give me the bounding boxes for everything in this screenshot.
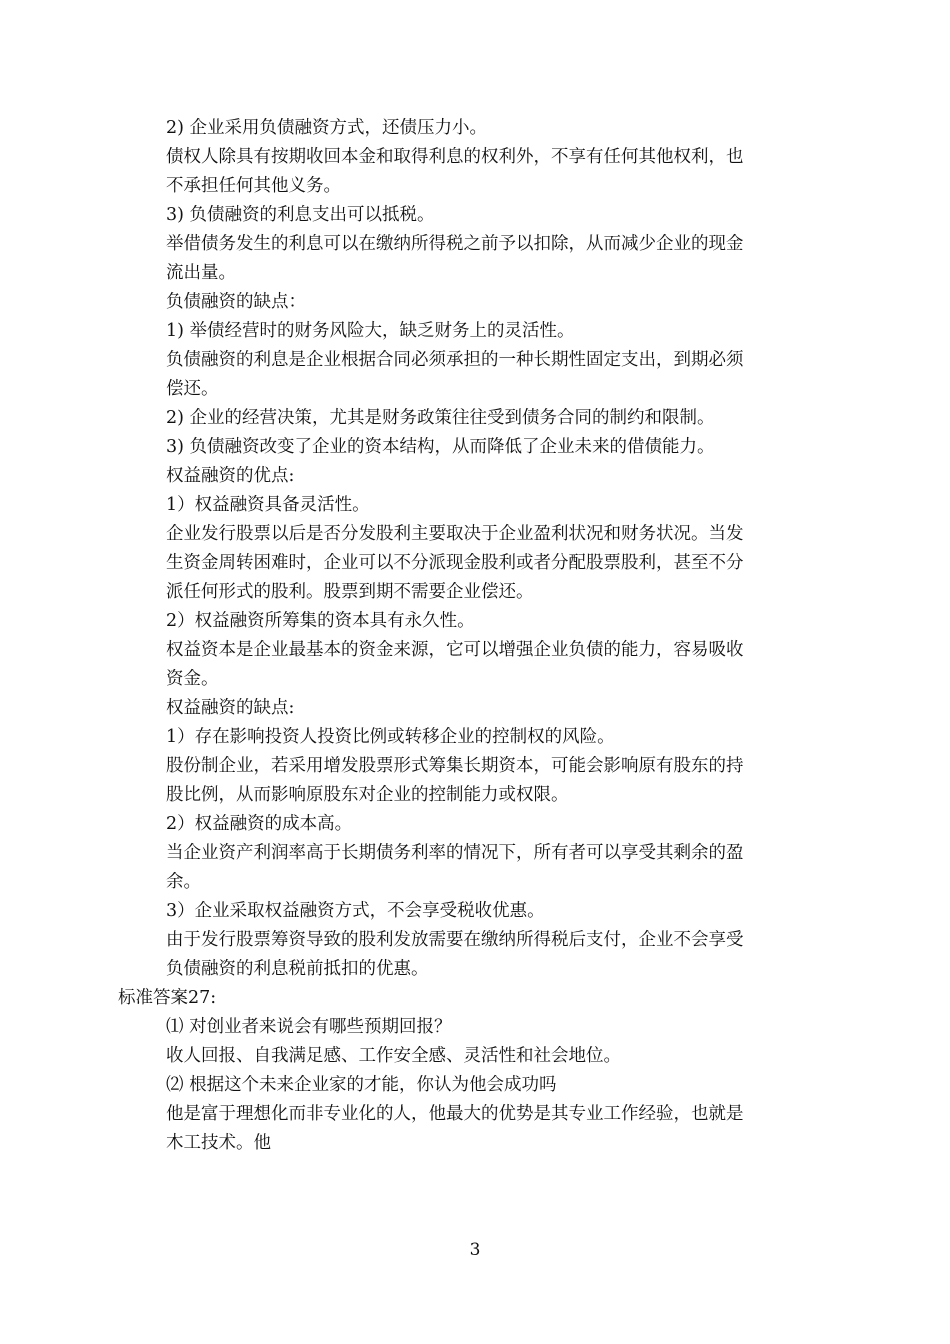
text-line: 3) 负债融资的利息支出可以抵税。 [166, 205, 435, 225]
answer-line: ⑴ 对创业者来说会有哪些预期回报？ [166, 1017, 452, 1037]
text-line: 负债融资的利息税前抵扣的优惠。 [166, 959, 429, 979]
text-line: 由于发行股票筹资导致的股利发放需要在缴纳所得税后支付，企业不会享受 [166, 930, 744, 950]
text-line: 企业发行股票以后是否分发股利主要取决于企业盈利状况和财务状况。当发 [166, 524, 744, 544]
page-number: 3 [469, 1240, 481, 1260]
text-line: 3) 负债融资改变了企业的资本结构，从而降低了企业未来的借债能力。 [166, 437, 715, 457]
text-line: 债权人除具有按期收回本金和取得利息的权利外，不享有任何其他权利，也 [166, 147, 744, 167]
text-line: 2) 企业采用负债融资方式，还债压力小。 [166, 118, 488, 138]
answer-line: 他是富于理想化而非专业化的人，他最大的优势是其专业工作经验，也就是 [166, 1104, 744, 1124]
text-line: 负债融资的利息是企业根据合同必须承担的一种长期性固定支出，到期必须 [166, 350, 744, 370]
text-line: 当企业资产利润率高于长期债务利率的情况下，所有者可以享受其剩余的盈 [166, 843, 744, 863]
text-line: 1) 举债经营时的财务风险大，缺乏财务上的灵活性。 [166, 321, 575, 341]
answer-line: ⑵ 根据这个未来企业家的才能，你认为他会成功吗 [166, 1075, 557, 1095]
answer-line: 木工技术。他 [166, 1133, 271, 1153]
text-line: 2）权益融资所筹集的资本具有永久性。 [166, 611, 475, 631]
page-body [118, 114, 808, 1158]
text-line: 3）企业采取权益融资方式，不会享受税收优惠。 [166, 901, 545, 921]
answer-line: 收人回报、自我满足感、工作安全感、灵活性和社会地位。 [166, 1046, 621, 1066]
text-line: 1）权益融资具备灵活性。 [166, 495, 370, 515]
text-line: 偿还。 [166, 379, 219, 399]
text-line: 股比例，从而影响原股东对企业的控制能力或权限。 [166, 785, 569, 805]
text-line: 2）权益融资的成本高。 [166, 814, 353, 834]
text-line: 生资金周转困难时，企业可以不分派现金股利或者分配股票股利，甚至不分 [166, 553, 744, 573]
text-line: 流出量。 [166, 263, 236, 283]
text-line: 权益融资的缺点: [166, 698, 295, 718]
text-line: 2) 企业的经营决策，尤其是财务政策往往受到债务合同的制约和限制。 [166, 408, 715, 428]
answer-heading: 标准答案27: [118, 988, 217, 1008]
text-line: 举借债务发生的利息可以在缴纳所得税之前予以扣除，从而减少企业的现金 [166, 234, 744, 254]
text-line: 负债融资的缺点： [166, 292, 306, 312]
text-line: 1）存在影响投资人投资比例或转移企业的控制权的风险。 [166, 727, 615, 747]
text-line: 余。 [166, 872, 201, 892]
text-line: 股份制企业，若采用增发股票形式筹集长期资本，可能会影响原有股东的持 [166, 756, 744, 776]
text-line: 资金。 [166, 669, 219, 689]
text-line: 派任何形式的股利。股票到期不需要企业偿还。 [166, 582, 534, 602]
text-line: 不承担任何其他义务。 [166, 176, 341, 196]
text-line: 权益资本是企业最基本的资金来源，它可以增强企业负债的能力，容易吸收 [166, 640, 744, 660]
text-line: 权益融资的优点: [166, 466, 295, 486]
